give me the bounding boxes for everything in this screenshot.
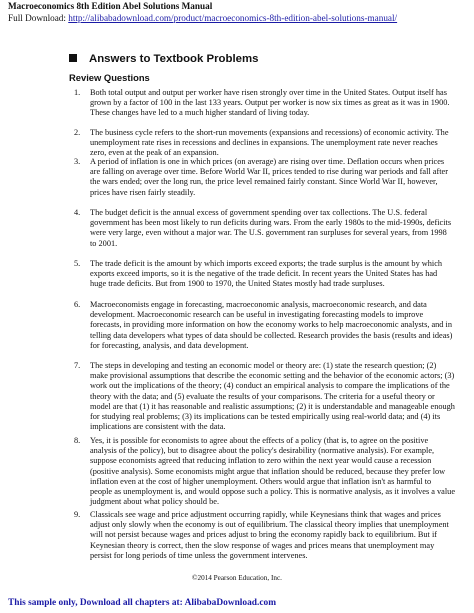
question-number: 7. (74, 361, 81, 370)
question-number: 4. (74, 208, 81, 217)
question-number: 6. (74, 300, 81, 309)
question-answer-text: A period of inflation is one in which prices (on average) are rising over time. Deflation occurs when prices are falling on average over time. Before World War II, prices tended to rise during war periods and fall after the wars ended; over the long run, the price level remained fairly constant. Since World War II, however, prices have risen fairly steadily. (90, 157, 448, 197)
download-link[interactable]: http://alibabadownload.com/product/macroeconomics-8th-edition-abel-solutions-manual/ (68, 13, 398, 23)
question-number: 9. (74, 510, 81, 519)
download-label: Full Download: (8, 13, 66, 23)
question-answer-text: Classicals see wage and price adjustment occurring rapidly, while Keynesians think that wages and prices adjust only slowly when the economy is out of equilibrium. The classical theory implies that unemployment will not persist because wages and prices adjust to bring the economy rapidly back to equilibrium. But if Keynesian theory is correct, then the slow response of wages and prices means that unemployment may persist for long periods of time unless the government intervenes. (90, 510, 449, 560)
question-answer-text: Macroeconomists engage in forecasting, macroeconomic analysis, macroeconomic research, and data development. Macroeconomic research can be useful in investigating forecasting models to improve forecasts, in providing more information on how the economy works to help macroeconomic analysts, and in telling data developers what types of data should be collected. Research provides the basis (results and ideas) for forecasting, analysis, and data development. (90, 300, 453, 350)
document-title: Macroeconomics 8th Edition Abel Solutions Manual (8, 1, 213, 11)
question-number: 5. (74, 259, 81, 268)
download-line (8, 13, 397, 23)
question-answer-text: Yes, it is possible for economists to agree about the effects of a policy (that is, to agree on the positive analysis of the policy), but to disagree about the policy's desirability (normative analysis). For example, suppose economists agreed that reducing inflation to zero within the next year would cause a recession (positive analysis). Some economists might argue that inflation should be reduced, because they prefer low inflation even at the cost of higher unemployment. Others would argue that inflation isn't as harmful to people as unemployment is, and would oppose such a policy. This is normative analysis, as it involves a value judgment about what policy should be. (90, 436, 455, 507)
copyright-footer: ©2014 Pearson Education, Inc. (192, 574, 282, 582)
question-number: 8. (74, 436, 81, 445)
question-answer-text: The trade deficit is the amount by which imports exceed exports; the trade surplus is the amount by which exports exceed imports, so it is the negative of the trade deficit. In recent years the United States has had huge trade deficits. But from 1900 to 1970, the United States mostly had trade surpluses. (90, 259, 443, 289)
subheading: Review Questions (69, 72, 150, 83)
square-bullet-icon (69, 54, 77, 62)
question-number: 2. (74, 128, 81, 137)
download-notice-link[interactable]: This sample only, Download all chapters at: AlibabaDownload.com (8, 598, 277, 608)
question-number: 3. (74, 157, 81, 166)
section-heading (69, 53, 258, 65)
question-number: 1. (74, 88, 81, 97)
question-answer-text: The steps in developing and testing an economic model or theory are: (1) state the research question; (2) make provisional assumptions that describe the economic setting and the behavior of the economic actors; (3) work out the implications of the theory; (4) conduct an empirical analysis to compare the implications of the theory with the data; and (5) evaluate the results of your comparisons. The criteria for a useful theory or model are that (1) it has reasonable and realistic assumptions; (2) it is understandable and manageable enough for studying real problems; (3) its implications can be tested empirically using real-world data; and (4) its implications are consistent with the data. (90, 361, 455, 432)
question-answer-text: The business cycle refers to the short-run movements (expansions and recessions) of economic activity. The unemployment rate rises in recessions and declines in expansions. The unemployment rate never reaches zero, even at the peak of an expansion. (90, 128, 449, 158)
section-title: Answers to Textbook Problems (89, 53, 259, 65)
question-answer-text: The budget deficit is the annual excess of government spending over tax collections. The U.S. federal government has been most likely to run deficits during wars. From the early 1980s to the mid-1990s, deficits were very large, even without a major war. The U.S. government ran surpluses for several years, from 1998 to 2001. (90, 208, 452, 248)
question-answer-text: Both total output and output per worker have risen strongly over time in the United States. Output itself has grown by a factor of 100 in the last 133 years. Output per worker is now six times as great as it was in 1900. These changes have led to a much higher standard of living today. (90, 88, 450, 118)
